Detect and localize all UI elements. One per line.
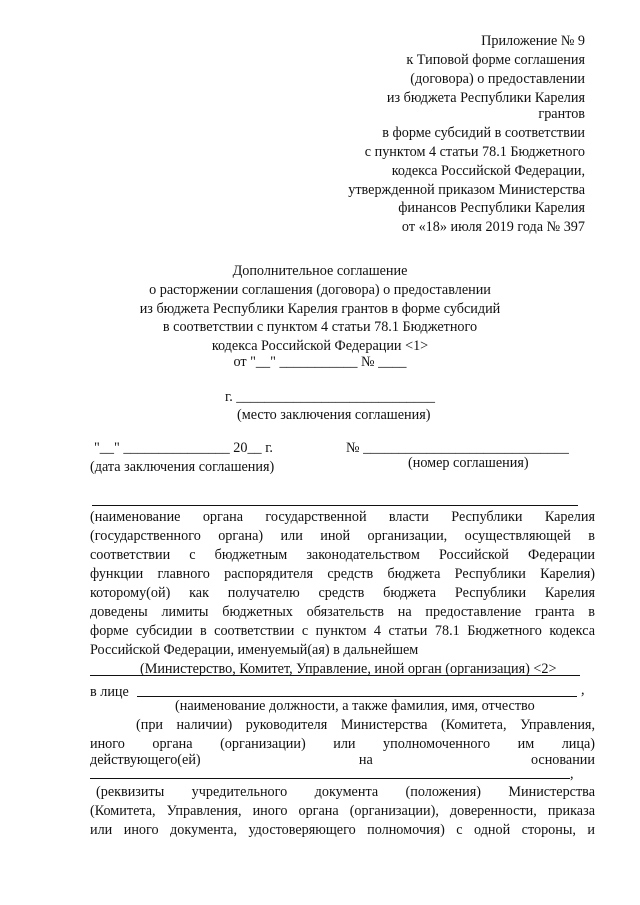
paragraph-line: доведены лимиты бюджетных обязательств на предоставление гранта в (90, 604, 595, 620)
basis-line (90, 778, 570, 779)
appendix-line: (договора) о предоставлении (410, 71, 585, 87)
title-line: кодекса Российской Федерации <1> (211, 338, 429, 354)
appendix-line: в форме субсидий в соответствии (382, 125, 585, 141)
paragraph-line: соответствии с бюджетным законодательством Российской Федерации (90, 547, 595, 563)
appendix-line: грантов (538, 106, 585, 122)
title-line: о расторжении соглашения (договора) о предоставлении (149, 282, 491, 298)
paragraph-line: Российской Федерации, именуемый(ая) в дальнейшем (90, 642, 419, 658)
ministry-caption: (Министерство, Комитет, Управление, иной орган (организация) <2> (140, 661, 557, 677)
appendix-line: Приложение № 9 (481, 33, 585, 49)
title-line: из бюджета Республики Карелия грантов в форме субсидий (139, 301, 501, 317)
title-line: в соответствии с пунктом 4 статьи 78.1 Бюджетного (162, 319, 478, 335)
title-date-line: от "__" ___________ № ____ (233, 354, 407, 370)
appendix-line: от «18» июля 2019 года № 397 (401, 219, 585, 235)
appendix-line: финансов Республики Карелия (398, 200, 585, 216)
date-line: "__" _______________ 20__ г. (94, 440, 273, 456)
place-line: г. ____________________________ (225, 389, 435, 405)
basis-comma: , (570, 766, 574, 782)
authority-name-line (92, 505, 578, 506)
paragraph-line: (реквизиты учредительного документа (положения) Министерства (96, 784, 595, 800)
paragraph-line: форме субсидии в соответствии с пунктом 4 статьи 78.1 Бюджетного кодекса (90, 623, 595, 639)
title-line: Дополнительное соглашение (232, 263, 408, 279)
paragraph-line: функции главного распорядителя средств бюджета Республики Карелия) (90, 566, 595, 582)
number-line: № _____________________________ (346, 440, 569, 456)
paragraph-line: действующего(ей) на основании (90, 752, 595, 768)
appendix-line: с пунктом 4 статьи 78.1 Бюджетного (364, 144, 585, 160)
appendix-line: кодекса Российской Федерации, (391, 163, 585, 179)
paragraph-line: или иного документа, удостоверяющего полномочия) с одной стороны, и (90, 822, 595, 838)
position-caption: (наименование должности, а также фамилия, имя, отчество (175, 698, 535, 714)
paragraph-line: иного органа (организации) или уполномоченного им лица) (90, 736, 595, 752)
appendix-line: утвержденной приказом Министерства (348, 182, 585, 198)
appendix-line: из бюджета Республики Карелия (386, 90, 585, 106)
paragraph-line: (наименование органа государственной власти Республики Карелия (90, 509, 595, 525)
paragraph-line: (Комитета, Управления, иного органа (организации), доверенности, приказа (90, 803, 595, 819)
paragraph-line: которому(ой) как получателю средств бюджета Республики Карелия (90, 585, 595, 601)
paragraph-line: (при наличии) руководителя Министерства (Комитета, Управления, (136, 717, 595, 733)
date-caption: (дата заключения соглашения) (90, 459, 275, 475)
appendix-line: к Типовой форме соглашения (406, 52, 585, 68)
in-person-label: в лице (90, 684, 129, 700)
paragraph-line: (государственного органа) или иной организации, осуществляющей в (90, 528, 595, 544)
place-caption: (место заключения соглашения) (237, 407, 431, 423)
number-caption: (номер соглашения) (408, 455, 529, 471)
in-person-comma: , (581, 682, 585, 698)
